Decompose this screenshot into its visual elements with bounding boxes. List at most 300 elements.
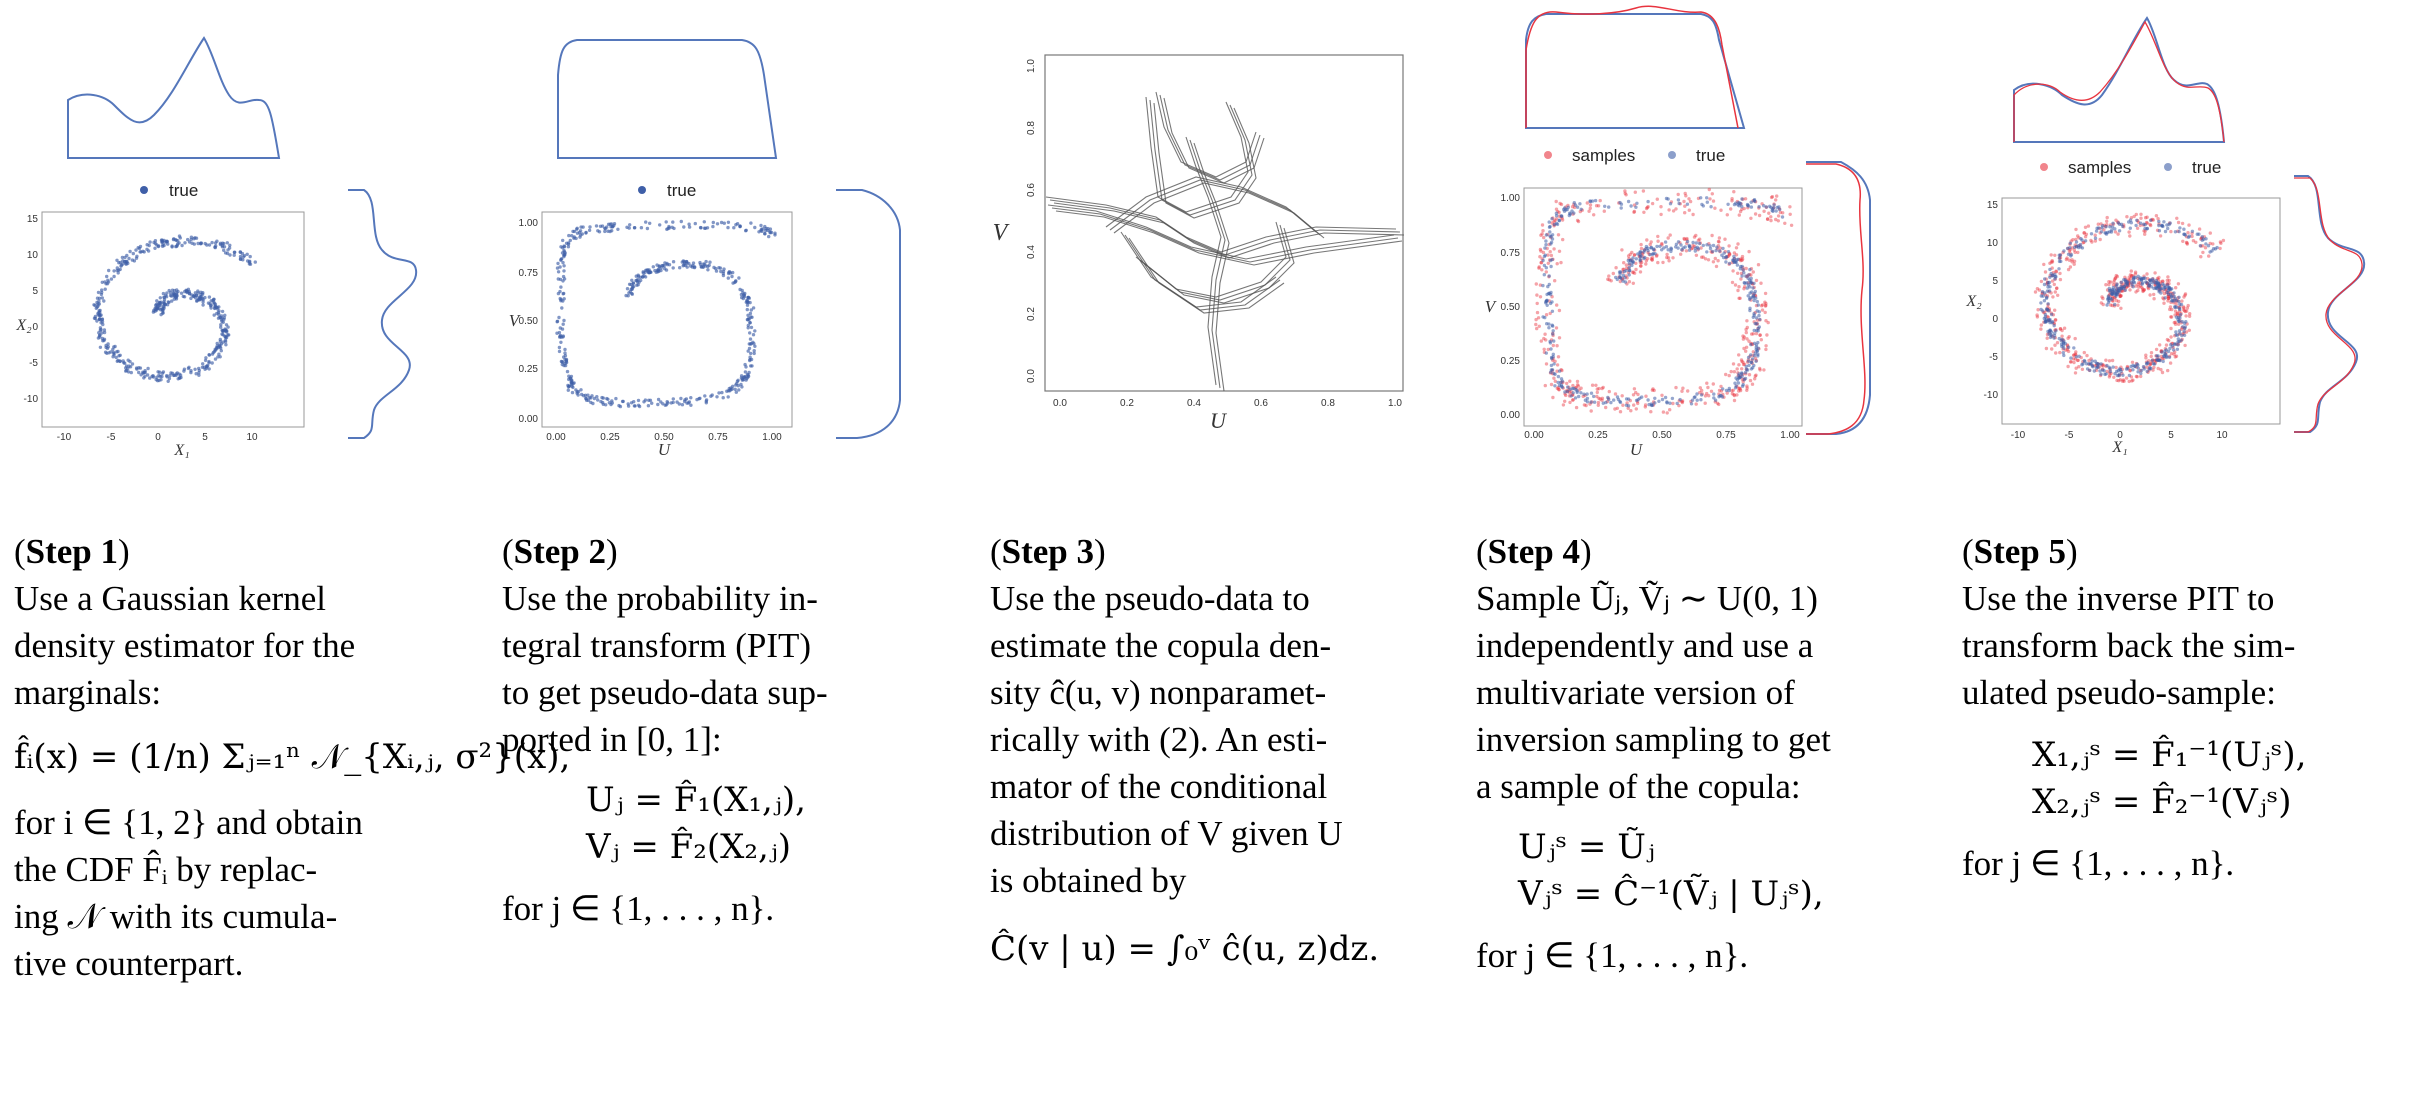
sample-point: [2150, 355, 2153, 358]
true-point: [2134, 365, 2137, 368]
sample-point: [1740, 360, 1743, 363]
true-point: [1612, 398, 1615, 401]
true-point: [591, 402, 594, 405]
true-point: [604, 227, 607, 230]
contour-line: [1046, 197, 1396, 252]
true-point: [1712, 244, 1715, 247]
true-point: [1714, 399, 1717, 402]
true-point: [1566, 208, 1569, 211]
sample-point: [1708, 188, 1711, 191]
x2-tick: 10: [26, 250, 38, 261]
sample-point: [1741, 334, 1744, 337]
true-point: [559, 285, 562, 288]
sample-point: [2099, 238, 2102, 241]
sample-point: [2063, 327, 2066, 330]
true-point: [1765, 205, 1768, 208]
true-point: [557, 270, 560, 273]
sample-point: [1762, 210, 1765, 213]
true-point: [1551, 310, 1554, 313]
true-point: [2052, 336, 2055, 339]
true-point: [1638, 258, 1641, 261]
true-point: [606, 398, 609, 401]
true-point: [155, 303, 158, 306]
step-4-formula: Vⱼˢ = Ĉ⁻¹(Ṽⱼ | Uⱼˢ),: [1518, 874, 1824, 914]
true-point: [178, 234, 181, 237]
true-point: [695, 398, 698, 401]
true-point: [146, 367, 149, 370]
true-point: [2163, 352, 2166, 355]
x2-tick: -5: [1989, 352, 1998, 363]
true-point: [566, 370, 569, 373]
true-point: [99, 321, 102, 324]
true-point: [208, 295, 211, 298]
true-point: [681, 403, 684, 406]
sample-point: [2074, 337, 2077, 340]
v-axis-label: V: [1484, 297, 1496, 316]
true-point: [2144, 280, 2147, 283]
sample-point: [2144, 216, 2147, 219]
true-point: [2174, 230, 2177, 233]
true-point: [97, 300, 100, 303]
true-point: [115, 356, 118, 359]
true-point: [2157, 224, 2160, 227]
true-point: [630, 279, 633, 282]
true-point: [1699, 398, 1702, 401]
true-point: [1696, 399, 1699, 402]
true-point: [2172, 291, 2175, 294]
true-point: [1594, 199, 1597, 202]
true-point: [2079, 237, 2082, 240]
v-tick: 0.0: [1026, 369, 1037, 383]
sample-point: [1535, 282, 1538, 285]
true-point: [2099, 362, 2102, 365]
sample-point: [2100, 295, 2103, 298]
true-point: [1545, 233, 1548, 236]
true-point: [1771, 209, 1774, 212]
sample-point: [2034, 290, 2037, 293]
true-point: [212, 298, 215, 301]
true-point: [1749, 280, 1752, 283]
true-point: [1755, 322, 1758, 325]
true-point: [1551, 258, 1554, 261]
sample-point: [2184, 314, 2187, 317]
sample-point: [1634, 268, 1637, 271]
true-point: [1686, 203, 1689, 206]
true-point: [672, 227, 675, 230]
true-point: [747, 373, 750, 376]
sample-point: [2114, 366, 2117, 369]
true-point: [1658, 245, 1661, 248]
sample-point: [2136, 227, 2139, 230]
true-point: [685, 261, 688, 264]
true-point: [159, 302, 162, 305]
true-point: [1580, 208, 1583, 211]
true-point: [562, 364, 565, 367]
true-point: [752, 333, 755, 336]
true-point: [2073, 246, 2076, 249]
true-point: [1569, 394, 1572, 397]
sample-point: [1620, 248, 1623, 251]
true-point: [2121, 374, 2124, 377]
sample-point: [1740, 367, 1743, 370]
true-point: [747, 349, 750, 352]
true-point: [663, 261, 666, 264]
sample-point: [1549, 250, 1552, 253]
true-point: [1646, 398, 1649, 401]
step-4-line: Sample Ũⱼ, Ṽⱼ ∼ U(0, 1): [1476, 579, 1818, 618]
sample-point: [1632, 282, 1635, 285]
true-point: [1705, 196, 1708, 199]
true-point: [564, 354, 567, 357]
true-point: [173, 289, 176, 292]
sample-point: [1659, 213, 1662, 216]
true-point: [1574, 396, 1577, 399]
true-point: [2046, 289, 2049, 292]
true-point: [220, 349, 223, 352]
true-point: [657, 398, 660, 401]
true-point: [746, 304, 749, 307]
sample-point: [1656, 235, 1659, 238]
sample-point: [2177, 221, 2180, 224]
true-point: [631, 288, 634, 291]
sample-point: [2090, 240, 2093, 243]
sample-point: [2166, 338, 2169, 341]
true-point: [195, 299, 198, 302]
sample-point: [1644, 403, 1647, 406]
sample-point: [1536, 311, 1539, 314]
true-point: [1750, 205, 1753, 208]
step-3-text: [990, 528, 1445, 973]
true-point: [648, 222, 651, 225]
sample-point: [1597, 404, 1600, 407]
sample-point: [2117, 300, 2120, 303]
true-point: [711, 225, 714, 228]
true-point: [2126, 281, 2129, 284]
true-point: [204, 356, 207, 359]
true-point: [2098, 369, 2101, 372]
sample-point: [2116, 232, 2119, 235]
true-point: [1750, 367, 1753, 370]
true-point: [1551, 324, 1554, 327]
true-point: [562, 292, 565, 295]
true-point: [219, 243, 222, 246]
true-point: [1552, 353, 1555, 356]
sample-point: [1736, 272, 1739, 275]
true-point: [1705, 250, 1708, 253]
sample-point: [1736, 289, 1739, 292]
sample-point: [1736, 242, 1739, 245]
true-point: [1547, 326, 1550, 329]
true-point: [2173, 305, 2176, 308]
true-point: [730, 275, 733, 278]
true-point: [104, 282, 107, 285]
sample-point: [2068, 259, 2071, 262]
sample-point: [2136, 375, 2139, 378]
sample-point: [2173, 321, 2176, 324]
u-tick: 1.00: [762, 432, 782, 443]
true-point: [112, 269, 115, 272]
sample-point: [2207, 254, 2210, 257]
step-4-line: multivariate version of: [1476, 673, 1795, 712]
sample-point: [1541, 229, 1544, 232]
sample-point: [1594, 384, 1597, 387]
sample-point: [2181, 240, 2184, 243]
sample-point: [2066, 365, 2069, 368]
true-point: [619, 405, 622, 408]
true-point: [750, 326, 753, 329]
true-point: [2048, 321, 2051, 324]
legend-true-label: true: [667, 181, 697, 200]
true-point: [1625, 269, 1628, 272]
sample-point: [1558, 309, 1561, 312]
true-point: [1571, 387, 1574, 390]
true-point: [2161, 224, 2164, 227]
sample-point: [2188, 312, 2191, 315]
true-point: [133, 259, 136, 262]
u-marginal-density: [558, 40, 776, 158]
true-point: [1549, 242, 1552, 245]
true-point: [1661, 398, 1664, 401]
sample-point: [1560, 203, 1563, 206]
true-point: [1752, 316, 1755, 319]
u-marginal-density-true: [1526, 14, 1744, 128]
sample-point: [2201, 251, 2204, 254]
true-point: [1665, 401, 1668, 404]
sample-point: [1650, 240, 1653, 243]
sample-point: [2084, 235, 2087, 238]
true-point: [1727, 250, 1730, 253]
sample-point: [1667, 259, 1670, 262]
true-point: [2069, 356, 2072, 359]
true-point: [2062, 351, 2065, 354]
sample-point: [1656, 240, 1659, 243]
true-point: [644, 220, 647, 223]
true-point: [740, 385, 743, 388]
true-point: [2072, 346, 2075, 349]
sample-point: [2076, 251, 2079, 254]
step-2-line: tegral transform (PIT): [502, 626, 812, 665]
true-point: [2057, 267, 2060, 270]
true-point: [748, 321, 751, 324]
true-point: [226, 248, 229, 251]
sample-point: [1538, 325, 1541, 328]
u-tick: 0.6: [1254, 398, 1268, 409]
true-point: [175, 239, 178, 242]
true-point: [1753, 354, 1756, 357]
sample-point: [1645, 238, 1648, 241]
sample-point: [1634, 391, 1637, 394]
sample-point: [1665, 253, 1668, 256]
true-point: [2095, 362, 2098, 365]
true-point: [737, 388, 740, 391]
true-point: [1549, 347, 1552, 350]
sample-point: [1576, 380, 1579, 383]
true-point: [680, 220, 683, 223]
sample-point: [1681, 401, 1684, 404]
v-tick: 0.25: [1500, 356, 1520, 367]
sample-point: [1682, 200, 1685, 203]
true-point: [2182, 228, 2185, 231]
x2-marginal-density-samples: [2294, 178, 2362, 432]
sample-point: [2053, 344, 2056, 347]
true-point: [704, 260, 707, 263]
true-point: [595, 224, 598, 227]
true-point: [569, 377, 572, 380]
true-point: [1699, 196, 1702, 199]
true-point: [763, 232, 766, 235]
true-point: [2120, 281, 2123, 284]
sample-point: [1713, 207, 1716, 210]
true-point: [1733, 261, 1736, 264]
true-point: [726, 226, 729, 229]
true-point: [1558, 369, 1561, 372]
sample-point: [2056, 294, 2059, 297]
sample-point: [2125, 376, 2128, 379]
true-point: [672, 266, 675, 269]
true-point: [216, 342, 219, 345]
true-point: [172, 374, 175, 377]
sample-point: [2175, 217, 2178, 220]
sample-point: [2181, 222, 2184, 225]
true-point: [1550, 357, 1553, 360]
x1-tick: -10: [56, 432, 72, 443]
true-point: [99, 329, 102, 332]
true-point: [119, 261, 122, 264]
sample-point: [2174, 286, 2177, 289]
x1-marginal-density: [68, 38, 279, 158]
true-point: [1629, 204, 1632, 207]
x1-axis-label: X₁: [174, 442, 190, 459]
true-point: [1593, 401, 1596, 404]
sample-point: [2165, 343, 2168, 346]
step-3-line: sity ĉ(u, v) nonparamet-: [990, 673, 1327, 712]
step-1-scatter-frame: [42, 212, 304, 427]
true-point: [578, 235, 581, 238]
true-point: [652, 265, 655, 268]
true-point: [1628, 273, 1631, 276]
sample-point: [2211, 242, 2214, 245]
sample-point: [1752, 270, 1755, 273]
true-point: [642, 274, 645, 277]
true-point: [162, 296, 165, 299]
true-point: [666, 400, 669, 403]
sample-point: [2125, 215, 2128, 218]
true-point: [567, 234, 570, 237]
true-point: [2161, 282, 2164, 285]
true-point: [1563, 390, 1566, 393]
true-point: [165, 240, 168, 243]
true-point: [254, 260, 257, 263]
true-point: [665, 228, 668, 231]
true-point: [1541, 259, 1544, 262]
true-point: [732, 226, 735, 229]
true-point: [2058, 260, 2061, 263]
true-point: [773, 233, 776, 236]
true-point: [1647, 403, 1650, 406]
true-point: [1579, 391, 1582, 394]
u-tick: 0.00: [1524, 430, 1544, 441]
sample-point: [1755, 332, 1758, 335]
true-point: [210, 241, 213, 244]
true-point: [1742, 271, 1745, 274]
true-point: [214, 348, 217, 351]
sample-point: [1754, 212, 1757, 215]
sample-point: [2121, 380, 2124, 383]
sample-point: [2143, 233, 2146, 236]
true-point: [657, 270, 660, 273]
sample-point: [1775, 194, 1778, 197]
true-point: [1636, 252, 1639, 255]
true-point: [2148, 283, 2151, 286]
v-tick: 1.00: [1500, 193, 1520, 204]
true-point: [178, 372, 181, 375]
true-point: [2202, 238, 2205, 241]
sample-point: [1555, 344, 1558, 347]
sample-point: [2169, 335, 2172, 338]
true-point: [2109, 289, 2112, 292]
true-point: [1714, 249, 1717, 252]
true-point: [628, 283, 631, 286]
true-point: [2188, 235, 2191, 238]
true-point: [2180, 334, 2183, 337]
true-point: [2103, 231, 2106, 234]
sample-point: [2144, 356, 2147, 359]
true-point: [1696, 246, 1699, 249]
sample-point: [1608, 278, 1611, 281]
true-point: [2060, 345, 2063, 348]
sample-point: [1595, 395, 1598, 398]
true-point: [96, 297, 99, 300]
v-tick: 0.6: [1026, 183, 1037, 197]
true-point: [2152, 287, 2155, 290]
sample-point: [1695, 254, 1698, 257]
true-point: [1756, 300, 1759, 303]
true-point: [1739, 267, 1742, 270]
true-point: [734, 279, 737, 282]
true-point: [2090, 232, 2093, 235]
true-point: [1757, 303, 1760, 306]
sample-point: [2114, 277, 2117, 280]
true-point: [2131, 368, 2134, 371]
sample-point: [2134, 290, 2137, 293]
legend-samples-label: samples: [1572, 146, 1636, 165]
true-point: [717, 266, 720, 269]
true-point: [1631, 256, 1634, 259]
true-point: [165, 291, 168, 294]
step-3-formula: Ĉ(v | u) = ∫₀ᵛ ĉ(u, z)dz.: [990, 929, 1380, 969]
sample-point: [2104, 359, 2107, 362]
true-point: [1749, 343, 1752, 346]
true-point: [2045, 318, 2048, 321]
sample-point: [1677, 193, 1680, 196]
true-point: [752, 342, 755, 345]
true-point: [1541, 284, 1544, 287]
true-point: [214, 246, 217, 249]
true-point: [2177, 296, 2180, 299]
true-point: [2157, 220, 2160, 223]
true-point: [1676, 402, 1679, 405]
true-point: [1628, 269, 1631, 272]
sample-point: [1640, 247, 1643, 250]
true-point: [687, 223, 690, 226]
true-point: [2100, 230, 2103, 233]
step-2-scatter-points: [555, 220, 776, 408]
true-point: [682, 225, 685, 228]
true-point: [224, 343, 227, 346]
true-point: [744, 229, 747, 232]
true-point: [1625, 404, 1628, 407]
true-point: [2048, 268, 2051, 271]
